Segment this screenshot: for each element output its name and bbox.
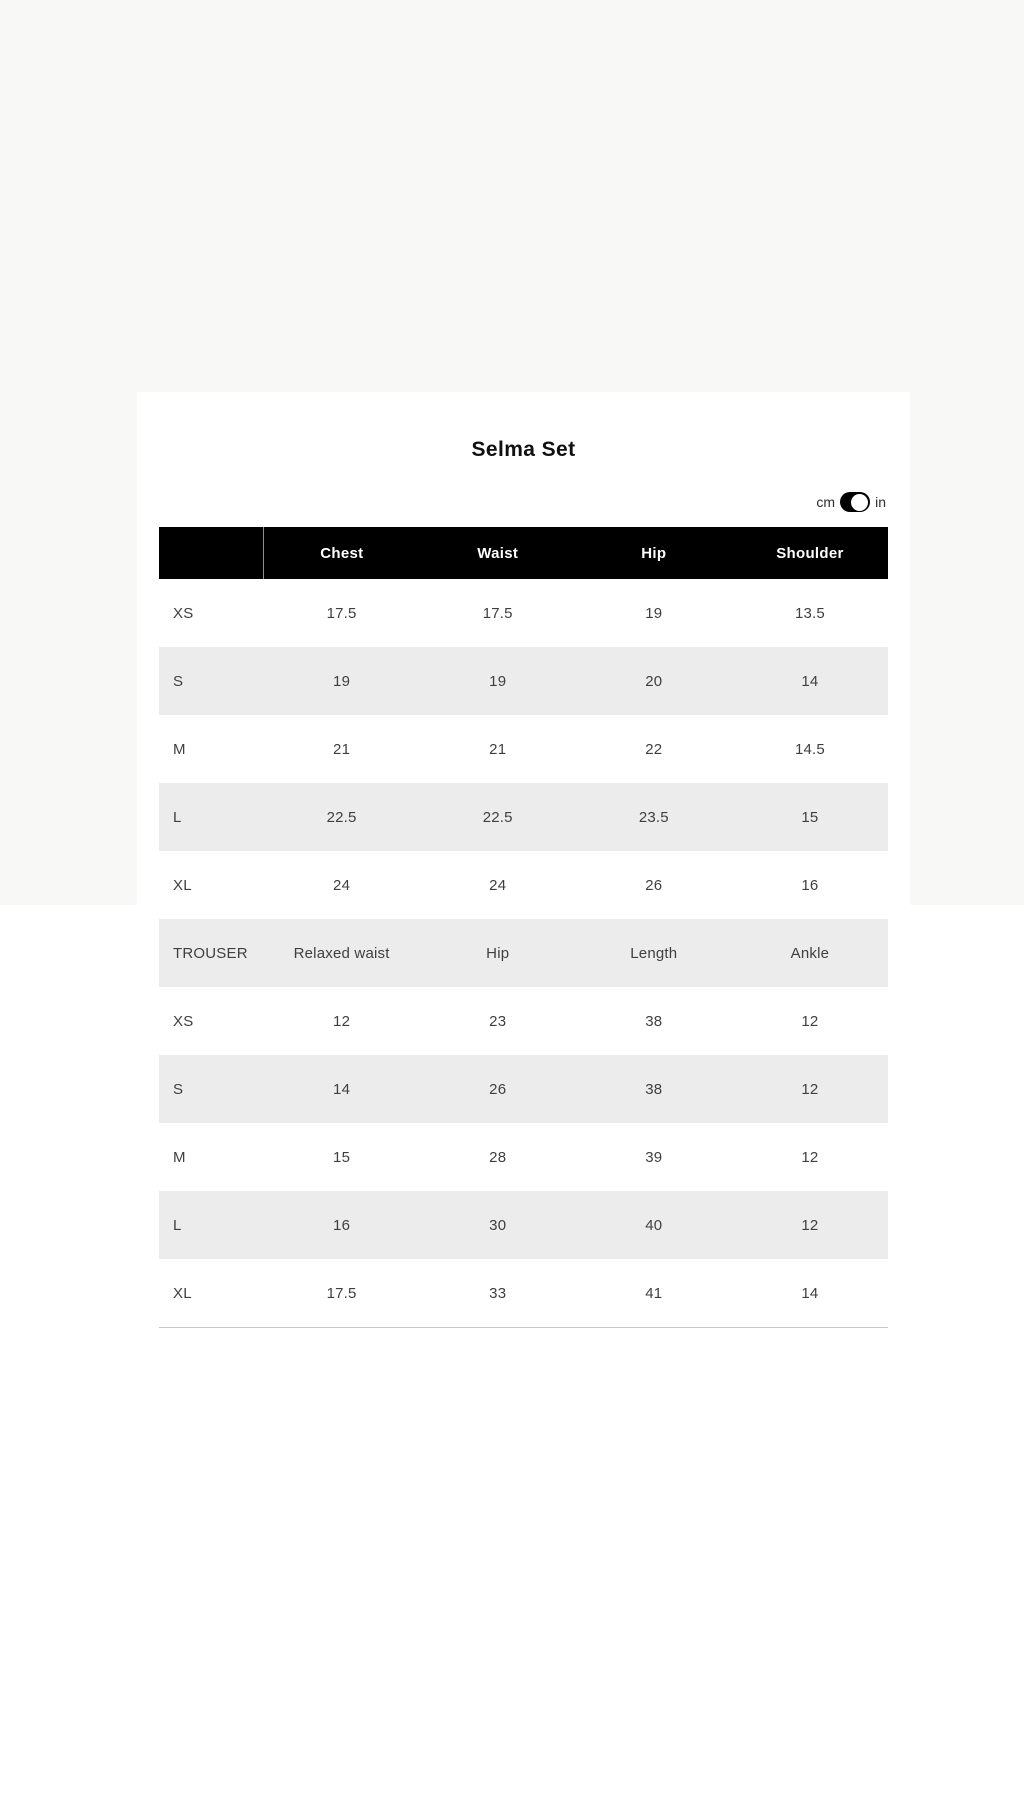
value-cell: 26 [420,1055,576,1123]
column-header: Hip [576,527,732,579]
table-row [159,1123,888,1191]
unit-toggle-switch[interactable] [840,492,870,512]
value-cell: 17.5 [326,604,357,622]
unit-label-in[interactable]: in [875,494,886,510]
corner-header-cell [159,527,264,579]
value-cell: 12 [333,1012,351,1030]
table-row [159,1259,888,1328]
value-cell: Ankle [732,919,888,987]
value-cell: 17.5 [326,1284,357,1302]
toggle-knob-icon [851,494,868,511]
value-cell: 22 [645,740,663,758]
size-label-cell: XL [173,1284,192,1302]
value-cell: 16 [801,876,819,894]
value-cell: 12 [732,1191,888,1259]
size-label-cell: M [173,740,186,758]
size-label-cell: TROUSER [159,919,264,987]
size-guide-modal [137,392,910,1820]
value-cell: 22.5 [264,783,420,851]
value-cell: 14 [264,1055,420,1123]
value-cell: 13.5 [794,604,825,622]
value-cell: 16 [264,1191,420,1259]
value-cell: 38 [576,1055,732,1123]
table-row [159,783,888,851]
value-cell: 24 [489,876,507,894]
value-cell: 21 [333,740,351,758]
size-table [159,527,888,1328]
size-label-cell: XL [173,876,192,894]
size-table-body [159,579,888,1328]
value-cell: 21 [489,740,507,758]
unit-label-cm[interactable]: cm [816,494,836,510]
table-row [159,851,888,919]
table-row [159,715,888,783]
value-cell: Relaxed waist [264,919,420,987]
value-cell: Hip [420,919,576,987]
value-cell: 19 [420,647,576,715]
value-cell: 15 [333,1148,351,1166]
value-cell: 24 [333,876,351,894]
value-cell: 26 [645,876,663,894]
product-title: Selma Set [471,438,576,461]
value-cell: 23 [489,1012,507,1030]
size-label-cell: XS [173,604,194,622]
value-cell: 12 [732,1055,888,1123]
value-cell: Length [576,919,732,987]
value-cell: 28 [489,1148,507,1166]
value-cell: 40 [576,1191,732,1259]
table-row [159,647,888,715]
value-cell: 22.5 [420,783,576,851]
unit-toggle-row [159,492,886,512]
value-cell: 17.5 [482,604,513,622]
value-cell: 39 [645,1148,663,1166]
value-cell: 19 [264,647,420,715]
value-cell: 14.5 [794,740,825,758]
value-cell: 41 [645,1284,663,1302]
value-cell: 19 [645,604,663,622]
header-row [159,527,888,579]
section-header-row [159,919,888,987]
value-cell: 23.5 [576,783,732,851]
size-table-header [159,527,888,579]
size-label-cell: S [159,1055,264,1123]
value-cell: 38 [645,1012,663,1030]
table-row [159,1055,888,1123]
size-label-cell: L [159,783,264,851]
size-label-cell: L [159,1191,264,1259]
column-header: Shoulder [732,527,888,579]
value-cell: 33 [489,1284,507,1302]
value-cell: 15 [732,783,888,851]
value-cell: 14 [732,647,888,715]
table-row [159,1191,888,1259]
table-row [159,987,888,1055]
table-row [159,579,888,647]
column-header: Chest [264,527,420,579]
value-cell: 12 [801,1012,819,1030]
size-label-cell: XS [173,1012,194,1030]
value-cell: 12 [801,1148,819,1166]
value-cell: 14 [801,1284,819,1302]
size-label-cell: M [173,1148,186,1166]
value-cell: 30 [420,1191,576,1259]
column-header: Waist [420,527,576,579]
value-cell: 20 [576,647,732,715]
size-label-cell: S [159,647,264,715]
